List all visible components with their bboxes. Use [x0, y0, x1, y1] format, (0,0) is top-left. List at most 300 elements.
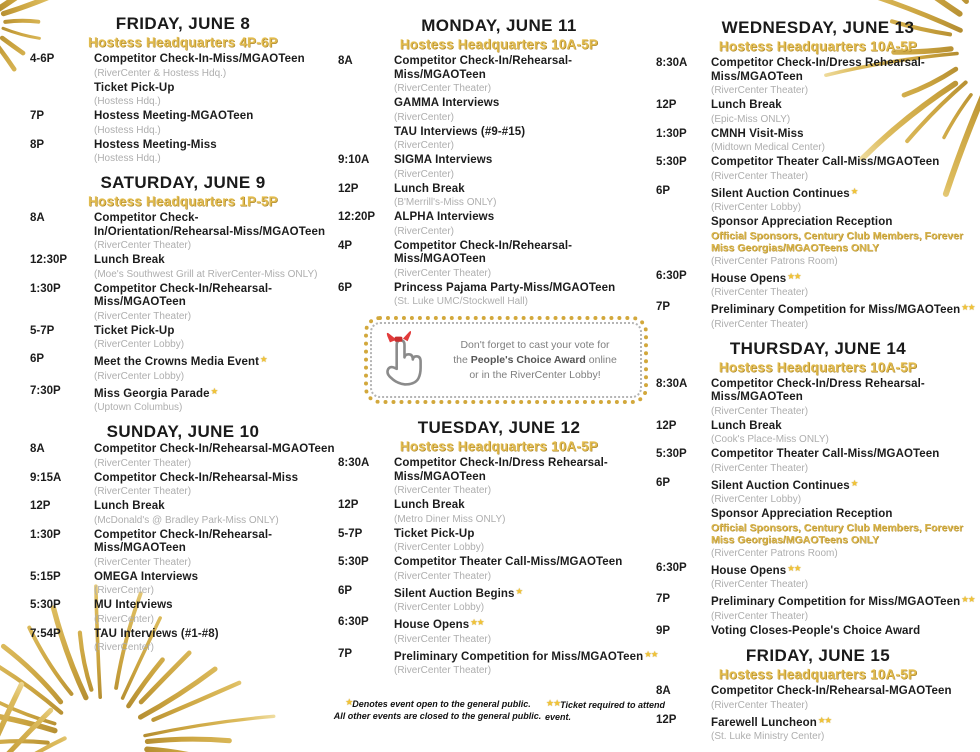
- open-event-star-icon: ★: [850, 477, 858, 488]
- event-name-text: Lunch Break: [711, 99, 782, 111]
- event-location: (RiverCenter): [394, 168, 455, 180]
- event-location: (Hostess Hdq.): [94, 96, 161, 107]
- day-section: [30, 422, 336, 654]
- event-time: 12:30P: [30, 254, 68, 266]
- event-row: [656, 420, 980, 447]
- event-name: [394, 457, 660, 484]
- day-title: SUNDAY, JUNE 10: [106, 422, 260, 441]
- event-details: [394, 616, 660, 646]
- event-details: [711, 420, 980, 447]
- day-subtitle: Hostess Headquarters 10A-5P: [399, 37, 599, 52]
- vote-reminder-callout: [364, 316, 648, 404]
- event-location: (RiverCenter Theater): [711, 170, 809, 182]
- event-location: (McDonald's @ Bradley Park-Miss ONLY): [94, 514, 279, 526]
- event-row: [30, 500, 336, 527]
- event-row: [656, 301, 980, 331]
- day-section: [656, 646, 980, 743]
- event-name-text: Competitor Check-In/Rehearsal-MGAOTeen: [94, 443, 335, 455]
- event-location: (RiverCenter Theater): [711, 287, 809, 298]
- event-details: [394, 126, 660, 153]
- legend-open-text-1: Denotes event open to the general public.: [352, 699, 531, 709]
- event-time: 4P: [338, 239, 353, 252]
- ticket-required-star-icon: ★★: [644, 648, 658, 659]
- event-row: [30, 571, 336, 598]
- event-time: 7P: [30, 110, 45, 122]
- event-location: (RiverCenter Theater): [94, 556, 192, 568]
- day-title: SATURDAY, JUNE 9: [100, 173, 266, 192]
- event-location: (Cook's Place-Miss ONLY): [711, 434, 829, 445]
- event-name-text: Hostess Meeting-MGAOTeen: [94, 110, 254, 122]
- event-row: [30, 110, 336, 137]
- event-details: [94, 139, 336, 166]
- event-location: (Epic-Miss ONLY): [711, 113, 791, 125]
- event-details: [394, 183, 660, 210]
- event-time: 6:30P: [338, 616, 369, 628]
- ticket-required-star-icon: ★★: [961, 302, 975, 312]
- event-row: [656, 562, 980, 592]
- open-event-star-icon: ★: [210, 385, 218, 396]
- event-row: [656, 714, 980, 744]
- event-name-text: Silent Auction Continues: [711, 187, 850, 200]
- ticket-required-star-icon: ★★: [470, 617, 484, 627]
- event-name: [711, 685, 980, 699]
- event-name: [394, 55, 660, 82]
- event-name-text: Lunch Break: [394, 499, 465, 511]
- open-event-star-icon: ★: [345, 697, 353, 707]
- event-location: (RiverCenter): [394, 111, 455, 123]
- event-time: 5:30P: [30, 599, 61, 611]
- event-name: [94, 472, 336, 486]
- event-name: [94, 599, 336, 613]
- event-row: [338, 616, 660, 646]
- event-time: 8A: [30, 212, 45, 224]
- event-details: [394, 240, 660, 280]
- event-name: [94, 82, 336, 96]
- event-row: [656, 156, 980, 183]
- event-name-text: House Opens: [711, 272, 787, 285]
- event-name-text: TAU Interviews (#9-#15): [394, 125, 526, 138]
- column-2-upper-days: [338, 16, 660, 308]
- event-name: [394, 97, 660, 111]
- event-details: [94, 443, 336, 470]
- day-title: THURSDAY, JUNE 14: [729, 338, 907, 358]
- event-time: 12:20P: [338, 211, 376, 223]
- event-time: [656, 216, 711, 268]
- event-name: [711, 508, 980, 522]
- event-name-text: Competitor Check-In/Rehearsal-Miss/MGAOTeen: [94, 528, 273, 554]
- event-time: 8P: [30, 138, 45, 151]
- day-section: [338, 418, 660, 677]
- event-name: [394, 183, 660, 197]
- event-time: 5-7P: [30, 324, 55, 337]
- event-name-text: Competitor Check-In/Dress Rehearsal-Miss/MGAOTeen: [394, 457, 608, 483]
- schedule-column-3: [656, 18, 980, 745]
- event-location: (RiverCenter Theater): [394, 267, 492, 279]
- event-time: 1:30P: [656, 127, 687, 140]
- event-details: [94, 385, 336, 415]
- event-row: [30, 283, 336, 323]
- event-name: [94, 212, 336, 239]
- event-row: [656, 128, 980, 155]
- callout-line1: Don't forget to cast your vote for: [460, 338, 610, 351]
- callout-line3: or in the RiverCenter Lobby!: [469, 368, 601, 381]
- event-name-text: Lunch Break: [94, 500, 165, 512]
- event-name-text: Lunch Break: [711, 419, 782, 432]
- event-details: [711, 477, 980, 507]
- event-row: [338, 211, 660, 238]
- event-name-text: Preliminary Competition for Miss/MGAOTeen: [711, 304, 961, 316]
- event-name: [711, 156, 980, 170]
- ticket-star-icon: ★★: [546, 698, 561, 708]
- event-details: [711, 99, 980, 126]
- event-name: [711, 216, 980, 230]
- event-details: [94, 529, 336, 569]
- event-location: (RiverCenter): [394, 225, 455, 237]
- day-section: [30, 173, 336, 414]
- event-time: [338, 97, 394, 124]
- event-name: [94, 283, 336, 310]
- event-location: (RiverCenter Theater): [394, 633, 492, 645]
- event-time: 12P: [656, 419, 677, 432]
- event-location: (RiverCenter Theater): [94, 486, 192, 497]
- event-details: [94, 472, 336, 499]
- day-subtitle: Hostess Headquarters 4P-6P: [88, 35, 278, 50]
- event-name-text: Competitor Check-In/Rehearsal-Miss/MGAOTeen: [394, 239, 573, 265]
- event-name: [711, 593, 980, 610]
- event-details: [94, 571, 336, 598]
- event-row: [338, 648, 660, 678]
- event-name-text: Silent Auction Begins: [394, 587, 515, 600]
- event-note: Official Sponsors, Century Club Members, Forever Miss Georgias/MGAOTeens ONLY: [711, 521, 964, 546]
- event-time: 8A: [30, 443, 45, 455]
- event-row: [30, 212, 336, 252]
- event-details: [711, 562, 980, 592]
- event-name-text: Competitor Check-In/Rehearsal-Miss: [94, 471, 299, 484]
- event-row: [338, 457, 660, 497]
- event-time: 7P: [656, 593, 671, 605]
- event-location: (RiverCenter Lobby): [394, 542, 485, 553]
- event-name-text: Lunch Break: [394, 182, 465, 195]
- event-name-text: SIGMA Interviews: [394, 154, 493, 166]
- event-time: 4-6P: [30, 53, 55, 65]
- event-details: [394, 556, 660, 583]
- day-subtitle: Hostess Headquarters 10A-5P: [718, 667, 918, 682]
- day-subtitle: Hostess Headquarters 10A-5P: [399, 439, 599, 454]
- event-name-text: Lunch Break: [94, 254, 165, 266]
- event-time: 1:30P: [30, 528, 61, 541]
- event-time: 12P: [656, 713, 677, 726]
- event-time: 5:15P: [30, 570, 61, 583]
- event-row: [338, 154, 660, 181]
- event-details: [394, 457, 660, 497]
- day-title: MONDAY, JUNE 11: [421, 16, 577, 35]
- event-details: [94, 599, 336, 626]
- event-row: [30, 254, 336, 281]
- event-location: (RiverCenter Theater): [394, 570, 492, 582]
- event-time: [338, 126, 394, 153]
- event-row: [656, 99, 980, 126]
- event-row: [30, 353, 336, 383]
- event-name: [394, 556, 660, 570]
- event-name-text: Ticket Pick-Up: [94, 324, 175, 337]
- event-details: [94, 212, 336, 252]
- event-name: [394, 211, 660, 225]
- event-name-text: Competitor Check-In/Orientation/Rehearsal-Miss/MGAOTeen: [94, 212, 326, 238]
- event-details: [394, 55, 660, 95]
- event-time: 12P: [656, 99, 677, 111]
- event-details: [394, 211, 660, 238]
- event-name-text: ALPHA Interviews: [394, 211, 495, 223]
- event-name: [711, 99, 980, 113]
- event-name-text: OMEGA Interviews: [94, 570, 199, 583]
- event-time: 6:30P: [656, 561, 687, 574]
- event-name-text: Competitor Theater Call-Miss/MGAOTeen: [711, 448, 940, 460]
- event-time: 5:30P: [656, 156, 687, 168]
- day-title: WEDNESDAY, JUNE 13: [721, 18, 915, 37]
- event-details: [94, 353, 336, 383]
- event-row: [30, 443, 336, 470]
- legend-open-text-2: All other events are closed to the general public.: [333, 711, 542, 721]
- event-name: [711, 562, 980, 579]
- event-row: [656, 593, 980, 623]
- event-location: (RiverCenter Theater): [94, 457, 192, 469]
- event-name: [94, 53, 336, 67]
- event-row: [338, 97, 660, 124]
- event-location: (RiverCenter Theater): [711, 579, 809, 590]
- event-details: [394, 648, 660, 678]
- event-name: [711, 477, 980, 494]
- event-time: 7:54P: [30, 627, 61, 640]
- event-row: [338, 499, 660, 526]
- event-row: [30, 82, 336, 109]
- event-time: 12P: [338, 499, 359, 511]
- event-location: (RiverCenter Theater): [394, 665, 492, 676]
- event-note: Official Sponsors, Century Club Members, Forever Miss Georgias/MGAOTeens ONLY: [711, 229, 964, 254]
- event-name: [394, 240, 660, 267]
- event-details: [394, 154, 660, 181]
- event-name: [711, 128, 980, 142]
- schedule-column-1: [30, 14, 336, 656]
- event-name: [394, 616, 660, 633]
- event-location: (RiverCenter Theater): [394, 485, 492, 496]
- day-title: FRIDAY, JUNE 15: [745, 646, 891, 665]
- event-name: [711, 420, 980, 434]
- event-time: 6:30P: [656, 269, 687, 282]
- event-row: [30, 325, 336, 352]
- event-row: [656, 508, 980, 560]
- event-location: (Moe's Southwest Grill at RiverCenter-Miss ONLY): [94, 268, 318, 280]
- event-details: [94, 283, 336, 323]
- open-event-star-icon: ★: [515, 585, 523, 596]
- event-name-text: Ticket Pick-Up: [94, 81, 175, 94]
- legend-open-item: [330, 696, 545, 722]
- event-name-text: MU Interviews: [94, 599, 173, 611]
- event-time: 7:30P: [30, 384, 61, 397]
- event-name-text: Silent Auction Continues: [711, 479, 850, 492]
- event-row: [30, 53, 336, 80]
- day-section: [30, 14, 336, 165]
- event-details: [711, 508, 980, 560]
- event-name: [394, 154, 660, 168]
- event-time: 8:30A: [338, 457, 370, 469]
- event-location: (RiverCenter Theater): [394, 83, 492, 94]
- event-name: [711, 185, 980, 202]
- event-row: [338, 528, 660, 555]
- event-row: [656, 216, 980, 268]
- event-name-text: Princess Pajama Party-Miss/MGAOTeen: [394, 281, 616, 294]
- event-row: [656, 625, 980, 639]
- reminder-hand-icon: [379, 329, 431, 391]
- event-time: 5-7P: [338, 527, 363, 540]
- event-time: 6P: [30, 353, 45, 365]
- event-name-text: Competitor Check-In/Dress Rehearsal-Miss/MGAOTeen: [711, 377, 925, 403]
- event-name-text: Hostess Meeting-Miss: [94, 138, 217, 151]
- ticket-required-star-icon: ★★: [961, 594, 975, 604]
- event-name: [94, 628, 336, 642]
- event-row: [338, 585, 660, 615]
- legend: [330, 696, 675, 723]
- event-location: (B'Merrill's-Miss ONLY): [394, 197, 497, 208]
- event-row: [30, 139, 336, 166]
- day-subtitle: Hostess Headquarters 10A-5P: [718, 359, 918, 375]
- day-title: FRIDAY, JUNE 8: [115, 14, 251, 33]
- event-name-text: Competitor Check-In/Dress Rehearsal-Miss/MGAOTeen: [711, 57, 925, 83]
- open-event-star-icon: ★: [850, 185, 858, 196]
- event-time: 5:30P: [656, 448, 687, 460]
- event-name: [94, 254, 336, 268]
- column-2-lower-days: [338, 418, 660, 677]
- ticket-required-star-icon: ★★: [817, 714, 832, 725]
- event-row: [338, 55, 660, 95]
- schedule-column-2: [338, 16, 660, 679]
- event-name: [711, 57, 980, 84]
- event-name-text: Ticket Pick-Up: [394, 527, 475, 540]
- event-location: (St. Luke UMC/Stockwell Hall): [394, 296, 528, 307]
- event-details: [711, 156, 980, 183]
- event-location: (Hostess Hdq.): [94, 153, 161, 164]
- event-location: (RiverCenter Lobby): [711, 202, 802, 213]
- vote-reminder-inner: [370, 322, 642, 398]
- event-time: 8A: [338, 55, 353, 67]
- event-name: [394, 648, 660, 665]
- event-name-text: CMNH Visit-Miss: [711, 127, 804, 140]
- event-location: (Midtown Medical Center): [711, 142, 825, 153]
- event-details: [94, 325, 336, 352]
- event-location: (RiverCenter Theater): [711, 318, 809, 330]
- event-location: (RiverCenter): [94, 585, 155, 596]
- event-details: [94, 628, 336, 655]
- ticket-required-star-icon: ★★: [787, 562, 801, 573]
- event-time: 9P: [656, 624, 671, 637]
- event-location: (Hostess Hdq.): [94, 124, 161, 136]
- event-row: [30, 599, 336, 626]
- event-name-text: Competitor Check-In/Rehearsal-MGAOTeen: [711, 685, 952, 697]
- event-time: 5:30P: [338, 556, 369, 568]
- event-location: (RiverCenter): [94, 642, 155, 653]
- event-name: [94, 110, 336, 124]
- event-location: (RiverCenter Theater): [94, 240, 192, 251]
- event-name: [711, 301, 980, 318]
- event-name: [711, 378, 980, 405]
- event-name-text: Competitor Theater Call-Miss/MGAOTeen: [711, 156, 940, 168]
- event-name-text: TAU Interviews (#1-#8): [94, 627, 219, 640]
- event-details: [94, 82, 336, 109]
- event-location: (RiverCenter Lobby): [94, 370, 185, 382]
- event-details: [711, 270, 980, 300]
- event-time: 6P: [656, 476, 671, 489]
- event-row: [30, 529, 336, 569]
- event-details: [394, 585, 660, 615]
- event-details: [94, 254, 336, 281]
- event-name: [394, 585, 660, 602]
- event-time: 7P: [338, 647, 353, 660]
- event-time: 8A: [656, 685, 671, 697]
- event-time: [30, 82, 94, 109]
- event-name-text: Competitor Check-In/Rehearsal-Miss/MGAOTeen: [94, 282, 273, 308]
- ticket-required-star-icon: ★★: [787, 270, 801, 281]
- event-name: [711, 714, 980, 731]
- event-name-text: Voting Closes-People's Choice Award: [711, 624, 921, 637]
- event-details: [711, 216, 980, 268]
- event-name-text: Sponsor Appreciation Reception: [711, 508, 893, 520]
- legend-ticket-text: Ticket required to attend event.: [545, 700, 665, 722]
- event-row: [656, 185, 980, 215]
- event-row: [30, 472, 336, 499]
- event-time: 12P: [30, 500, 51, 512]
- event-row: [338, 126, 660, 153]
- event-row: [338, 282, 660, 309]
- event-name-text: Preliminary Competition for Miss/MGAOTeen: [394, 650, 644, 663]
- event-time: [656, 508, 711, 560]
- event-details: [711, 301, 980, 331]
- event-location: (RiverCenter Patrons Room): [711, 255, 838, 267]
- event-row: [30, 385, 336, 415]
- event-location: (RiverCenter & Hostess Hdq.): [94, 67, 227, 79]
- event-name-text: Sponsor Appreciation Reception: [711, 216, 893, 228]
- event-name: [394, 528, 660, 542]
- event-row: [656, 378, 980, 418]
- event-location: (RiverCenter Theater): [711, 699, 809, 711]
- event-name: [711, 448, 980, 462]
- event-name: [394, 282, 660, 296]
- event-details: [94, 110, 336, 137]
- event-location: (RiverCenter Theater): [711, 85, 809, 96]
- event-name: [394, 126, 660, 140]
- event-details: [94, 500, 336, 527]
- event-row: [30, 628, 336, 655]
- event-name-text: GAMMA Interviews: [394, 97, 500, 109]
- callout-line2-post: online: [585, 353, 617, 366]
- event-details: [711, 378, 980, 418]
- event-time: 6P: [338, 281, 353, 294]
- day-subtitle: Hostess Headquarters 10A-5P: [718, 39, 918, 54]
- event-details: [711, 128, 980, 155]
- event-time: 6P: [338, 584, 353, 597]
- event-name: [94, 571, 336, 585]
- open-event-star-icon: ★: [260, 354, 267, 364]
- event-time: 8:30A: [656, 377, 688, 390]
- event-name: [94, 385, 336, 402]
- event-name: [94, 443, 336, 457]
- callout-line2-pre: the: [453, 353, 471, 366]
- event-row: [656, 685, 980, 712]
- event-details: [711, 448, 980, 475]
- event-name: [711, 625, 980, 639]
- event-details: [394, 528, 660, 555]
- event-details: [94, 53, 336, 80]
- event-location: (RiverCenter Theater): [94, 310, 192, 322]
- event-details: [711, 714, 980, 744]
